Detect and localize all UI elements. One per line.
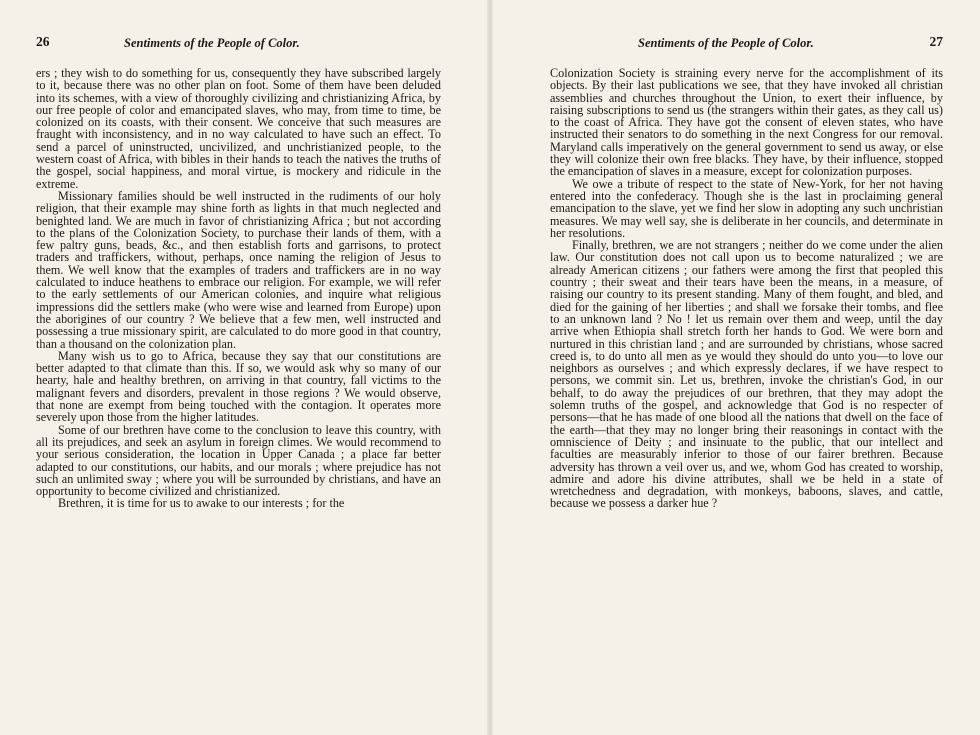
paragraph: Missionary families should be well instructed in the rudiments of our holy religion, that their example may shine forth as lights in that much neglected and benighted land. We are much in favor of christianizing Africa ; but not according to the plans of the Colonization Society, to purchase their lands of them, with a few paltry guns, beads, &c., and then establish forts and garrisons, to protect traders and traffickers, without, perhaps, once naming the religion of Jesus to them. We well know that the examples of traders and traffickers are in no way calculated to induce heathens to embrace our religion. For example, we will refer to the early settlements of our American colonies, and inquire what religious impressions did the settlers make (who were wise and learned from Europe) upon the aborigines of our country ? We believe that a few men, well instructed and possessing a true missionary spirit, are calculated to do more good in that country, than a thousand on the colonization plan. <box>36 188 441 351</box>
running-head: Sentiments of the People of Color. <box>124 36 300 50</box>
right-page-body <box>550 67 943 510</box>
right-page-header <box>550 34 943 52</box>
paragraph: Many wish us to go to Africa, because they say that our constitutions are better adapted to that climate than this. If so, we would ask why so many of our hearty, hale and healthy brethren, on arriving in that country, fall victims to the malignant fevers and disorders, prevalent in those regions ? We would observe, that none are exempt from being touched with the contagion. It operates more severely upon those from the higher latitudes. <box>36 348 441 425</box>
paragraph: Colonization Society is straining every nerve for the accomplishment of its objects. By their last publications we see, that they have invoked all christian assemblies and churches throughout the Union, to exert their influence, by raising subscriptions to send us (the strangers within their gates, as they call us) to the coast of Africa. They have got the consent of eleven states, who have instructed their senators to do something in the next Congress for our removal. Maryland calls imperatively on the general government to send us away, or else they will colonize their own free blacks. They have, by their influence, stopped the emancipation of slaves in a measure, except for colonization purposes. <box>550 66 943 179</box>
right-page <box>490 0 980 735</box>
page-number: 27 <box>929 34 943 49</box>
left-page-body <box>36 67 441 510</box>
page-number: 26 <box>36 34 50 49</box>
running-head: Sentiments of the People of Color. <box>638 36 814 50</box>
paragraph: Finally, brethren, we are not strangers ; neither do we come under the alien law. Our constitution does not call upon us to become naturalized ; we are already American citizens ; our fathers were among the first that peopled this country ; their sweat and their tears have been the means, in a measure, of raising our country to its present standing. Many of them fought, and bled, and died for the gaining of her liberties ; and shall we forsake their tombs, and flee to an unknown land ? No ! let us remain over them and weep, until the day arrive when Ethiopia shall stretch forth her hands to God. We were born and nurtured in this christian land ; and are surrounded by christians, whose sacred creed is, to do unto all men as ye would they should do unto you—to love our neighbors as ourselves ; and which expressly declares, if we have respect to persons, we commit sin. Let us, brethren, invoke the christian's God, in our behalf, to do away the prejudices of our brethren, that they may adopt the solemn truths of the gospel, and acknowledge that God is no respecter of persons—that he has made of one blood all the nations that dwell on the face of the earth—that they may no longer bring their reasonings in contact with the omniscience of Deity ; and insinuate to the public, that our intellect and faculties are measurably inferior to those of our fairer brethren. Because adversity has thrown a veil over us, and we, whom God has created to worship, admire and adore his divine attributes, shall we be held in a state of wretchedness and degradation, with monkeys, baboons, slaves, and cattle, because we possess a darker hue ? <box>550 238 943 511</box>
left-page-header <box>36 34 441 52</box>
paragraph: Some of our brethren have come to the conclusion to leave this country, with all its prejudices, and seek an asylum in foreign climes. We would recommend to your serious consideration, the location in Upper Canada ; a place far better adapted to our constitutions, our habits, and our morals ; where prejudice has not such an unlimited sway ; where you will be surrounded by christians, and have an opportunity to become civilized and christianized. <box>36 422 441 499</box>
paragraph: We owe a tribute of respect to the state of New-York, for her not having entered into the confederacy. Though she is the last in proclaiming general emancipation to the slave, yet we find her slow in adopting any such unchristian measures. We may well say, she is deliberate in her councils, and determinate in her resolutions. <box>550 176 943 240</box>
paragraph: Brethren, it is time for us to awake to our interests ; for the <box>58 496 345 511</box>
paragraph: ers ; they wish to do something for us, consequently they have subscribed largely to it, because there was no other plan on foot. Some of them have been deluded into its schemes, with a view of thoroughly civilizing and christianizing Africa, by our free people of color and emancipated slaves, who may, from time to time, be colonized on its coasts, with their consent. We conceive that such measures are fraught with inconsistency, and in no way calculated to have such an effect. To send a parcel of uninstructed, uncivilized, and unchristianized people, to the western coast of Africa, with bibles in their hands to teach the natives the truths of the gospel, social happiness, and moral virtue, is mockery and ridicule in the extreme. <box>36 66 441 191</box>
